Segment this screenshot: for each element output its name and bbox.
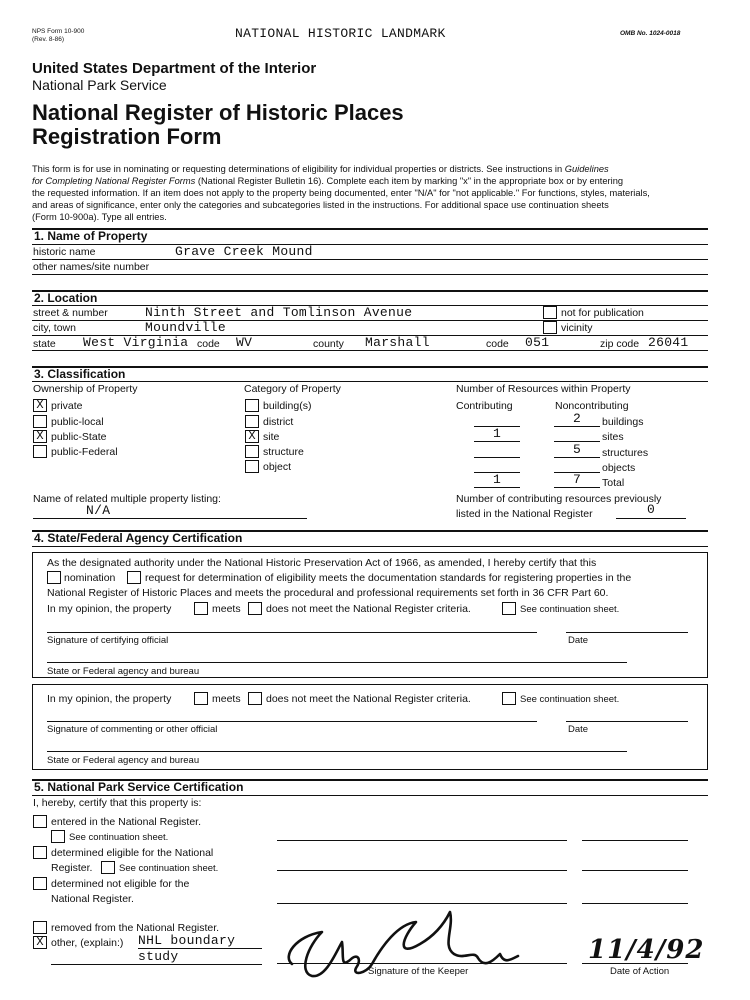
entered-label: entered in the National Register. (51, 816, 202, 828)
does-not-meet-checkbox-2[interactable] (248, 692, 262, 705)
district-checkbox[interactable] (245, 415, 259, 428)
private-label: private (51, 400, 83, 412)
noncontributing-objects[interactable] (554, 458, 600, 473)
department-name: United States Department of the Interior (32, 60, 317, 77)
previously-listed-label-1: Number of contributing resources previously (456, 493, 662, 505)
section-5-title: 5. National Park Service Certification (34, 780, 244, 794)
determined-eligible-label-1: determined eligible for the National (51, 847, 214, 859)
request-checkbox[interactable] (127, 571, 141, 584)
meets-checkbox-2[interactable] (194, 692, 208, 705)
noncontributing-buildings[interactable]: 2 (554, 412, 600, 427)
buildings-row-label: buildings (602, 416, 644, 428)
historic-name-value[interactable]: Grave Creek Mound (175, 244, 313, 259)
noncontributing-total[interactable]: 7 (554, 473, 600, 488)
commenting-signature-label: Signature of commenting or other official (47, 724, 218, 735)
entered-continuation-label: See continuation sheet. (69, 832, 169, 843)
handwritten-date: 11/4/92 (588, 935, 705, 965)
determined-eligible-label-2: Register. (51, 862, 93, 874)
public-state-label: public-State (51, 431, 107, 443)
contributing-structures[interactable] (474, 443, 520, 458)
entered-checkbox[interactable] (33, 815, 47, 828)
section-1-title: 1. Name of Property (34, 229, 148, 243)
zip-label: zip code (600, 338, 640, 350)
other-label: other, (explain:) (51, 937, 124, 949)
other-explanation-1[interactable]: NHL boundary (138, 933, 236, 948)
buildings-label: building(s) (263, 400, 312, 412)
previously-listed-label-2: listed in the National Register (456, 508, 593, 520)
state-code-label: code (197, 338, 220, 350)
nps-certify-intro: I, hereby, certify that this property is: (33, 797, 202, 809)
agency-label-1: State or Federal agency and bureau (47, 666, 200, 677)
buildings-checkbox[interactable] (245, 399, 259, 412)
omb-number: OMB No. 1024-0018 (620, 30, 681, 37)
other-explanation-2[interactable]: study (138, 949, 179, 964)
county-code-value[interactable]: 051 (525, 335, 550, 350)
previously-listed-value[interactable]: 0 (616, 503, 686, 519)
site-label: site (263, 431, 280, 443)
section-4-title: 4. State/Federal Agency Certification (34, 531, 243, 545)
noncontributing-structures[interactable]: 5 (554, 443, 600, 458)
other-checkbox[interactable]: X (33, 936, 47, 949)
county-code-label: code (486, 338, 509, 350)
state-value[interactable]: West Virginia (83, 335, 189, 350)
not-for-publication-checkbox[interactable] (543, 306, 557, 319)
removed-label: removed from the National Register. (51, 922, 220, 934)
private-checkbox[interactable]: X (33, 399, 47, 412)
objects-row-label: objects (602, 462, 636, 474)
continuation-sheet-label-2: See continuation sheet. (520, 694, 620, 705)
page-title: National Register of Historic Places Registration Form (32, 100, 404, 149)
county-label: county (313, 338, 344, 350)
determined-continuation-checkbox[interactable] (101, 861, 115, 874)
object-label: object (263, 461, 292, 473)
opinion-label: In my opinion, the property (47, 603, 172, 615)
date-of-action-label: Date of Action (610, 966, 670, 977)
continuation-sheet-checkbox-1[interactable] (502, 602, 516, 615)
ownership-heading: Ownership of Property (33, 383, 138, 395)
zip-value[interactable]: 26041 (648, 335, 689, 350)
structure-checkbox[interactable] (245, 445, 259, 458)
district-label: district (263, 416, 294, 428)
public-local-checkbox[interactable] (33, 415, 47, 428)
contributing-objects[interactable] (474, 458, 520, 473)
public-state-checkbox[interactable]: X (33, 430, 47, 443)
request-label: request for determination of eligibility meets the documentation standards for registering properties in the (145, 572, 632, 584)
not-for-publication-label: not for publication (561, 307, 644, 319)
other-names-label: other names/site number (33, 261, 150, 273)
continuation-sheet-label-1: See continuation sheet. (520, 604, 620, 615)
not-eligible-label-1: determined not eligible for the (51, 878, 190, 890)
meets-label-2: meets (212, 693, 241, 705)
continuation-sheet-checkbox-2[interactable] (502, 692, 516, 705)
does-not-meet-label: does not meet the National Register criteria. (266, 603, 471, 615)
instructions: This form is for use in nominating or requesting determinations of eligibility for individual properties or districts. See instructions in Guidelines for Completing National Register Forms (National Register Bulletin 16). Complete each item by marking "x" in the appropriate box or by entering the requested information. If an item does not apply to the property being documented, enter "N/A" for "not applicable." For functions, styles, materials, and areas of significance, enter only the categories and subcategories listed in the instructions. For additional space use continuation sheets (Form 10-900a). Type all entries. (32, 164, 650, 222)
not-eligible-checkbox[interactable] (33, 877, 47, 890)
meets-label: meets (212, 603, 241, 615)
meets-checkbox[interactable] (194, 602, 208, 615)
contributing-buildings[interactable] (474, 412, 520, 427)
service-name: National Park Service (32, 77, 167, 93)
keeper-signature-label: Signature of the Keeper (368, 966, 469, 977)
total-row-label: Total (602, 477, 625, 489)
commenting-date-label: Date (568, 724, 589, 735)
site-checkbox[interactable]: X (245, 430, 259, 443)
city-value[interactable]: Moundville (145, 320, 227, 335)
contributing-total[interactable]: 1 (474, 473, 520, 488)
does-not-meet-label-2: does not meet the National Register criteria. (266, 693, 471, 705)
category-heading: Category of Property (244, 383, 341, 395)
determined-continuation-label: See continuation sheet. (119, 863, 219, 874)
section-3-title: 3. Classification (34, 367, 126, 381)
does-not-meet-checkbox[interactable] (248, 602, 262, 615)
resources-heading: Number of Resources within Property (456, 383, 631, 395)
structure-label: structure (263, 446, 304, 458)
nomination-label: nomination (64, 572, 116, 584)
multiple-listing-label: Name of related multiple property listing: (33, 493, 221, 505)
certification-line-3: National Register of Historic Places and meets the procedural and professional requirements set forth in 36 CFR Part 60. (47, 587, 609, 599)
vicinity-checkbox[interactable] (543, 321, 557, 334)
removed-checkbox[interactable] (33, 921, 47, 934)
nomination-checkbox[interactable] (47, 571, 61, 584)
form-number: NPS Form 10-900 (Rev. 8-86) (32, 28, 85, 43)
entered-continuation-checkbox[interactable] (51, 830, 65, 843)
opinion-label-2: In my opinion, the property (47, 693, 172, 705)
determined-eligible-checkbox[interactable] (33, 846, 47, 859)
county-value[interactable]: Marshall (365, 335, 430, 350)
certifying-signature-label: Signature of certifying official (47, 635, 169, 646)
noncontributing-sites[interactable] (554, 427, 600, 442)
agency-label-2: State or Federal agency and bureau (47, 755, 200, 766)
street-label: street & number (33, 307, 108, 319)
vicinity-label: vicinity (561, 322, 593, 334)
state-code-value[interactable]: WV (236, 335, 253, 350)
contributing-sites[interactable]: 1 (474, 427, 520, 442)
structures-row-label: structures (602, 447, 649, 459)
object-checkbox[interactable] (245, 460, 259, 473)
public-federal-label: public-Federal (51, 446, 118, 458)
multiple-listing-value[interactable]: N/A (86, 503, 111, 518)
certifying-date-label: Date (568, 635, 589, 646)
city-label: city, town (33, 322, 76, 334)
historic-name-label: historic name (33, 246, 96, 258)
public-federal-checkbox[interactable] (33, 445, 47, 458)
street-value[interactable]: Ninth Street and Tomlinson Avenue (145, 305, 413, 320)
state-label: state (33, 338, 56, 350)
certification-line-1: As the designated authority under the National Historic Preservation Act of 1966, as amended, I hereby certify that this (47, 557, 597, 569)
noncontributing-heading: Noncontributing (555, 400, 629, 412)
section-2-title: 2. Location (34, 291, 98, 305)
not-eligible-label-2: National Register. (51, 893, 134, 905)
sites-row-label: sites (602, 431, 624, 443)
contributing-heading: Contributing (456, 400, 513, 412)
public-local-label: public-local (51, 416, 104, 428)
nhl-stamp: NATIONAL HISTORIC LANDMARK (235, 26, 446, 41)
